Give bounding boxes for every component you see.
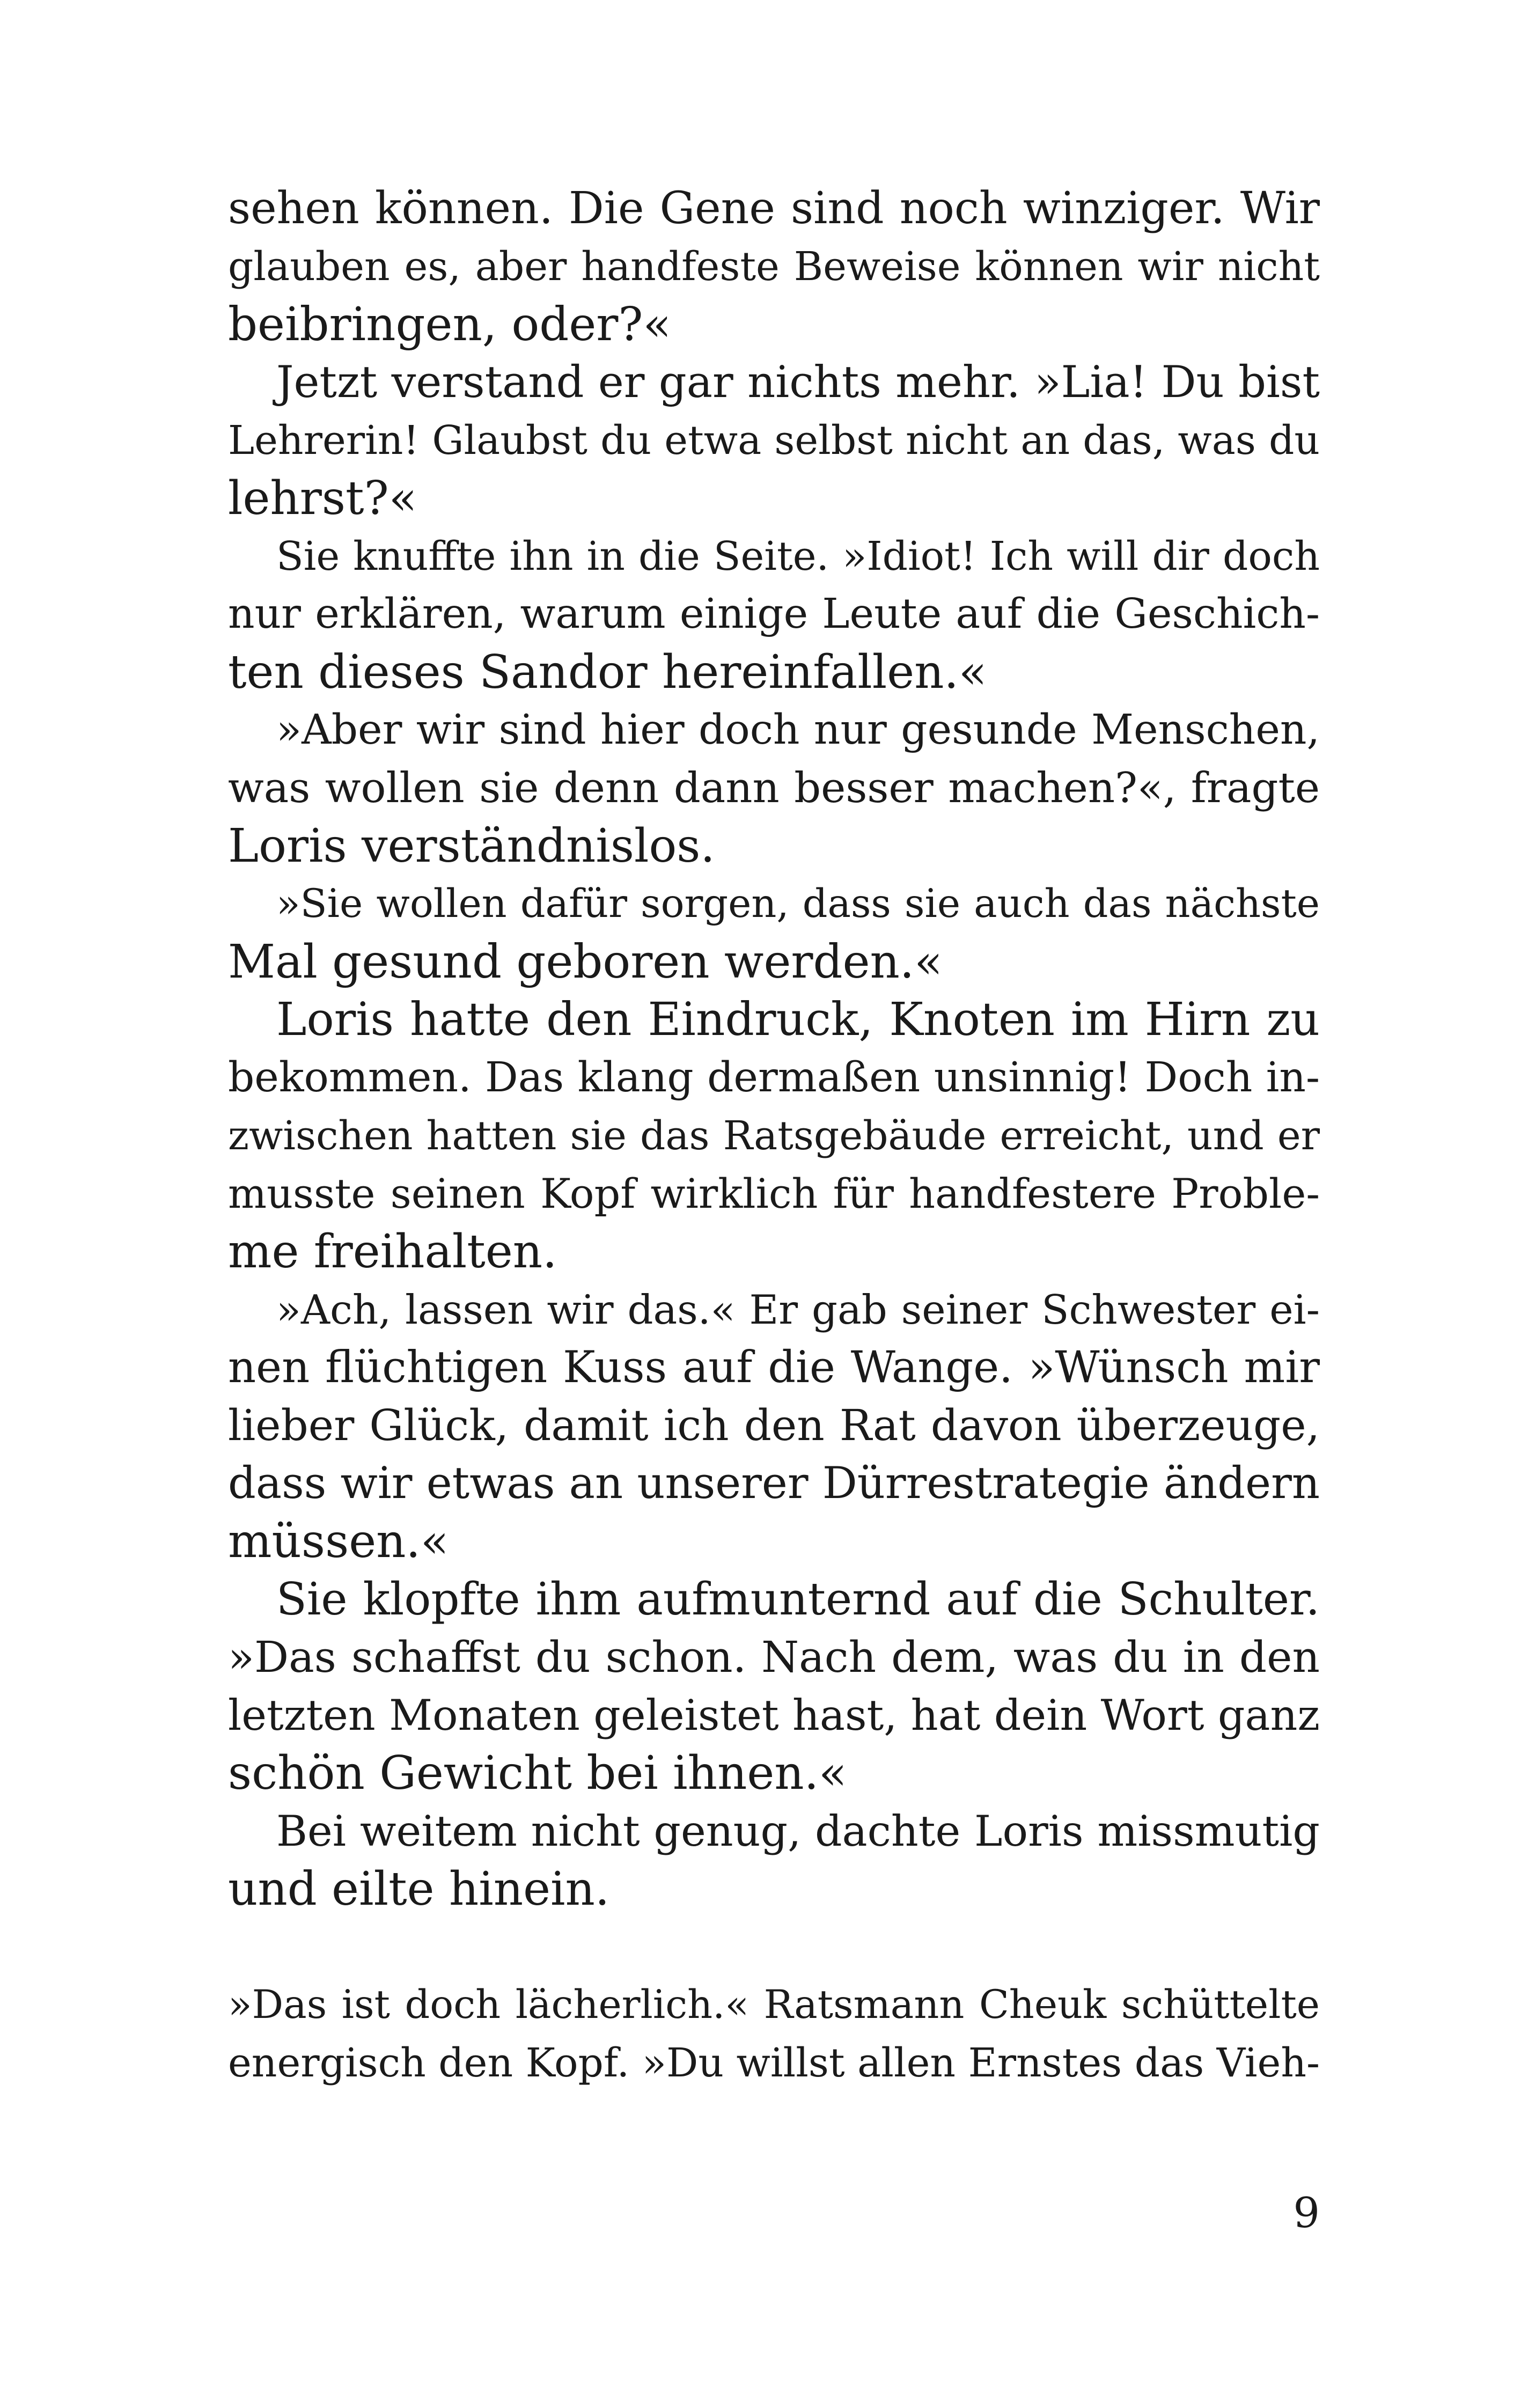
text-line: bekommen. Das klang dermaßen unsinnig! Doch in- <box>228 1054 1320 1102</box>
text-line: nen flüchtigen Kuss auf die Wange. »Wünsch mir <box>228 1342 1320 1393</box>
text-line: Mal gesund geboren werden.« <box>228 935 943 989</box>
text-line: schön Gewicht bei ihnen.« <box>228 1746 847 1800</box>
text-line: ten dieses Sandor hereinfallen.« <box>228 645 987 699</box>
text-line: lehrst?« <box>228 472 417 525</box>
text-line: Bei weitem nicht genug, dachte Loris missmutig <box>276 1807 1320 1856</box>
text-line: was wollen sie denn dann besser machen?«, fragte <box>228 764 1320 812</box>
text-line: beibringen, oder?« <box>228 298 672 351</box>
text-line: Sie knuffte ihn in die Seite. »Idiot! Ich will dir doch <box>276 533 1320 579</box>
text-line: Loris hatte den Eindruck, Knoten im Hirn zu <box>276 993 1320 1046</box>
text-line: Loris verständnislos. <box>228 819 715 873</box>
page-number: 9 <box>1293 2189 1320 2237</box>
text-line: energisch den Kopf. »Du willst allen Ernstes das Vieh- <box>228 2040 1320 2086</box>
text-line: dass wir etwas an unserer Dürrestrategie ändern <box>228 1458 1320 1509</box>
text-line: Lehrerin! Glaubst du etwa selbst nicht an das, was du <box>228 417 1320 464</box>
text-line: zwischen hatten sie das Ratsgebäude erreicht, und er <box>228 1113 1320 1159</box>
text-line: müssen.« <box>228 1515 449 1568</box>
text-line: lieber Glück, damit ich den Rat davon überzeuge, <box>228 1400 1320 1450</box>
text-line: glauben es, aber handfeste Beweise können wir nicht <box>228 244 1320 290</box>
text-line: »Das schaffst du schon. Nach dem, was du in den <box>228 1632 1320 1682</box>
text-line: musste seinen Kopf wirklich für handfestere Proble- <box>228 1170 1320 1217</box>
text-line: »Ach, lassen wir das.« Er gab seiner Schwester ei- <box>276 1286 1320 1333</box>
text-line: Sie klopfte ihm aufmunternd auf die Schulter. <box>276 1573 1320 1625</box>
text-line: letzten Monaten geleistet hast, hat dein Wort ganz <box>228 1691 1320 1740</box>
text-line: »Sie wollen dafür sorgen, dass sie auch das nächste <box>276 881 1320 927</box>
text-line: »Aber wir sind hier doch nur gesunde Menschen, <box>276 706 1320 754</box>
body-text <box>228 180 1320 2092</box>
paragraph-break <box>228 1918 1320 1976</box>
text-line: me freihalten. <box>228 1225 557 1279</box>
text-line: Jetzt verstand er gar nichts mehr. »Lia! Du bist <box>276 357 1320 408</box>
text-line: nur erklären, warum einige Leute auf die Geschich- <box>228 590 1320 638</box>
text-line: und eilte hinein. <box>228 1862 610 1916</box>
text-line: »Das ist doch lächerlich.« Ratsmann Cheuk schüttelte <box>228 1982 1320 2028</box>
text-line: sehen können. Die Gene sind noch winziger. Wir <box>228 183 1320 234</box>
